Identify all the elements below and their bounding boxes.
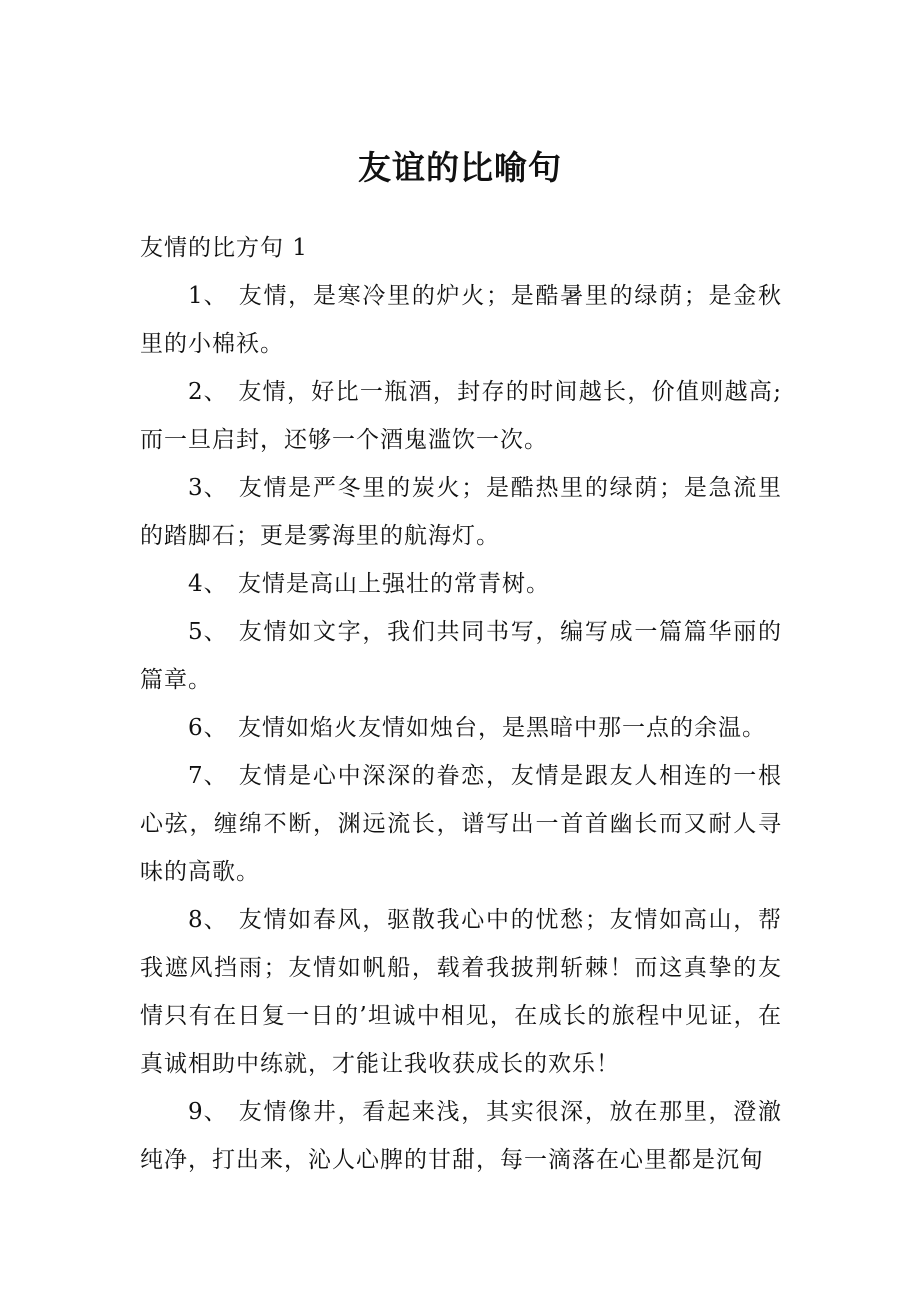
list-item <box>140 1088 782 1184</box>
item-number: 2、 <box>188 379 228 405</box>
list-item <box>140 752 782 896</box>
document-title: 友谊的比喻句 <box>358 148 562 187</box>
item-number: 8、 <box>188 907 228 933</box>
item-text: 友情是严冬里的炭火；是酷热里的绿荫；是急流里的踏脚石；更是雾海里的航海灯。 <box>140 475 782 549</box>
item-text: 友情是高山上强壮的常青树。 <box>238 571 550 597</box>
item-text: 友情如焰火友情如烛台，是黑暗中那一点的余温。 <box>238 715 766 741</box>
list-item <box>140 896 782 1088</box>
list-item <box>140 608 782 704</box>
item-text: 友情如春风，驱散我心中的忧愁；友情如高山，帮我遮风挡雨；友情如帆船，载着我披荆斩棘！而这真挚的友情只有在日复一日的’坦诚中相见，在成长的旅程中见证，在真诚相助中练就，才能让我收获成长的欢乐！ <box>140 907 782 1077</box>
item-number: 4、 <box>188 571 228 597</box>
document-body <box>140 224 782 1184</box>
item-text: 友情像井，看起来浅，其实很深，放在那里，澄澈纯净，打出来，沁人心脾的甘甜，每一滴落在心里都是沉甸 <box>140 1099 782 1173</box>
item-number: 6、 <box>188 715 228 741</box>
item-number: 7、 <box>188 763 228 789</box>
item-number: 5、 <box>188 619 228 645</box>
list-item <box>140 560 782 608</box>
list-item <box>140 368 782 464</box>
item-text: 友情，好比一瓶酒，封存的时间越长，价值则越高;而一旦启封，还够一个酒鬼滥饮一次。 <box>140 379 782 453</box>
item-text: 友情如文字，我们共同书写，编写成一篇篇华丽的篇章。 <box>140 619 782 693</box>
list-item <box>140 704 782 752</box>
item-text: 友情，是寒冷里的炉火；是酷暑里的绿荫；是金秋里的小棉袄。 <box>140 283 782 357</box>
list-item <box>140 464 782 560</box>
item-number: 9、 <box>188 1099 228 1125</box>
item-text: 友情是心中深深的眷恋，友情是跟友人相连的一根心弦，缠绵不断，渊远流长，谱写出一首首幽长而又耐人寻味的高歌。 <box>140 763 782 885</box>
item-number: 3、 <box>188 475 228 501</box>
item-number: 1、 <box>188 283 228 309</box>
section-heading: 友情的比方句 1 <box>140 235 308 261</box>
list-item <box>140 272 782 368</box>
